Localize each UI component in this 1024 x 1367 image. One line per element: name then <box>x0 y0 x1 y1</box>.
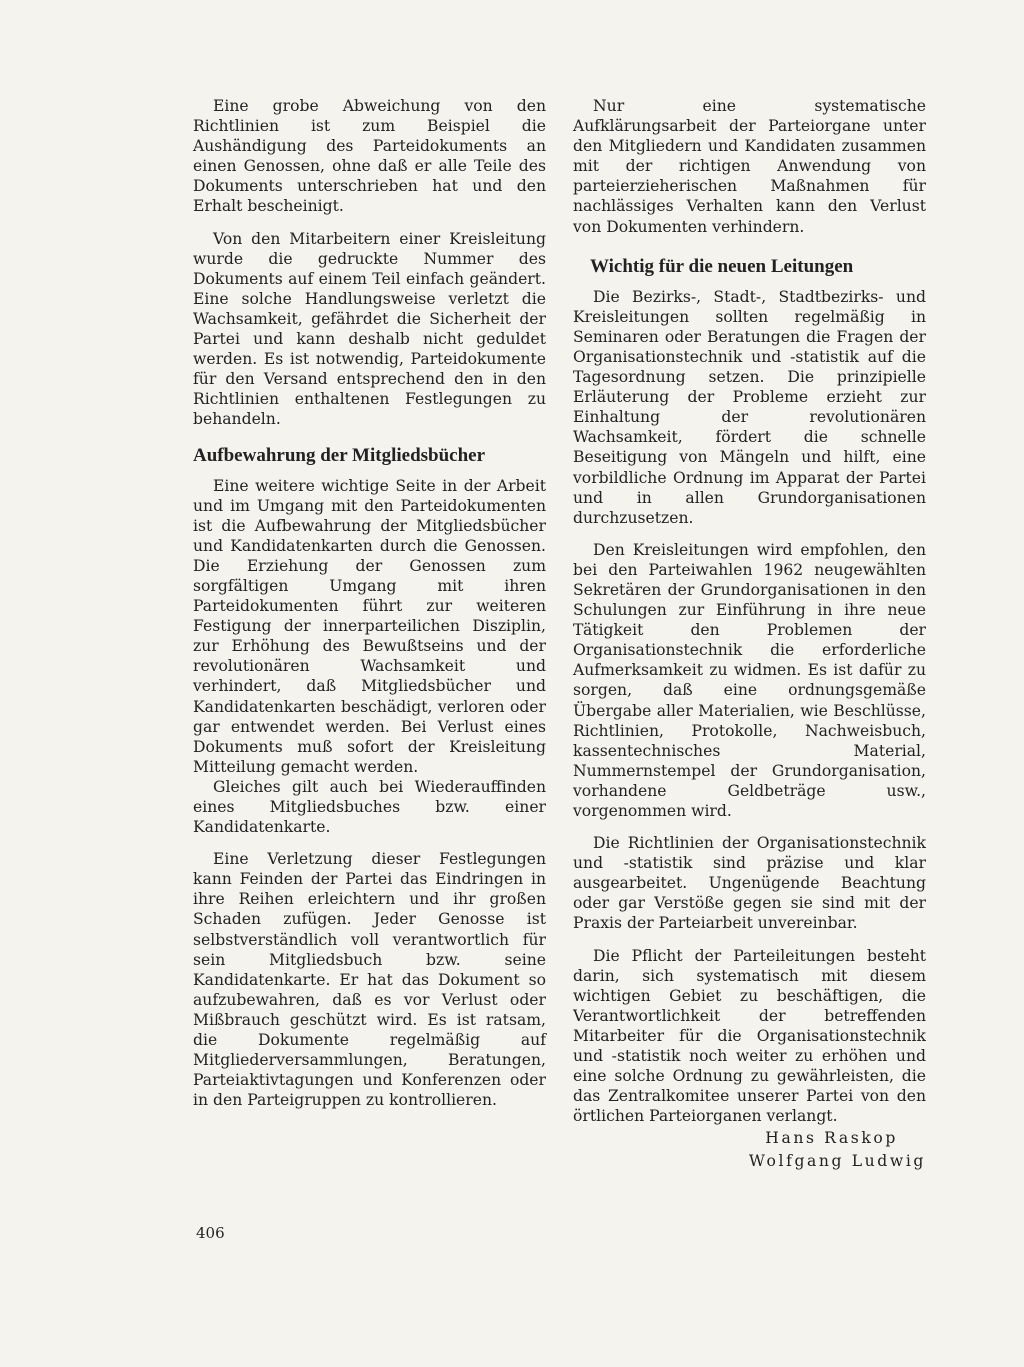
section-heading: Aufbewahrung der Mitgliedsbücher <box>193 444 486 466</box>
left-column <box>193 96 546 1122</box>
paragraph: Den Kreisleitungen wird empfohlen, den bei den Parteiwahlen 1962 neugewählten Sekretären der Grundorganisationen in den Schulungen zur Einführung in ihre neue Tätigkeit den Problemen der Organisationstechnik die erforderliche Aufmerksamkeit zu widmen. Es ist dafür zu sorgen, daß eine ordnungsgemäße Übergabe aller Materialien, wie Beschlüsse, Richtlinien, Protokolle, Nachweisbuch, kassentechnisches Material, Nummernstempel der Grundorganisation, vorhandene Geldbeträge usw., vorgenommen wird. <box>573 540 926 820</box>
right-column <box>573 96 926 1171</box>
paragraph: Nur eine systematische Aufklärungsarbeit der Parteiorgane unter den Mitgliedern und Kandidaten zusammen mit der richtigen Anwendung von parteierzieherischen Maßnahmen für nachlässiges Verhalten kann den Verlust von Dokumenten verhindern. <box>573 97 926 236</box>
paragraph: Die Pflicht der Parteileitungen besteht darin, sich systematisch mit diesem wichtigen Gebiet zu beschäftigen, die Verantwortlichkeit der betreffenden Mitarbeiter für die Organisationstechnik und -statistik noch weiter zu erhöhen und eine solche Ordnung zu gewährleisten, die das Zentralkomitee unserer Partei von den örtlichen Parteiorganen verlangt. <box>573 946 926 1126</box>
section-heading: Wichtig für die neuen Leitungen <box>590 255 854 277</box>
paragraph: Von den Mitarbeitern einer Kreisleitung wurde die gedruckte Nummer des Dokuments auf einem Teil einfach geändert. Eine solche Handlungsweise verletzt die Wachsamkeit, gefährdet die Sicherheit der Partei und kann deshalb nicht geduldet werden. Es ist notwendig, Parteidokumente für den Versand entsprechend den in den Richtlinien enthaltenen Festlegungen zu behandeln. <box>193 229 546 429</box>
paragraph: Eine weitere wichtige Seite in der Arbeit und im Umgang mit den Parteidokumenten ist die Aufbewahrung der Mitgliedsbücher und Kandidatenkarten durch die Genossen. Die Erziehung der Genossen zum sorgfältigen Umgang mit ihren Parteidokumenten führt zur weiteren Festigung der innerparteilichen Disziplin, zur Erhöhung des Bewußtseins und der revolutionären Wachsamkeit und verhindert, daß Mitgliedsbücher und Kandidatenkarten beschädigt, verloren oder gar entwendet werden. Bei Verlust eines Dokuments muß sofort der Kreisleitung Mitteilung gemacht werden. <box>193 476 546 776</box>
paragraph: Die Bezirks-, Stadt-, Stadtbezirks- und Kreisleitungen sollten regelmäßig in Seminaren oder Beratungen die Fragen der Organisationstechnik und -statistik auf die Tagesordnung setzen. Die prinzipielle Erläuterung der Probleme erzieht zur Einhaltung der revolutionären Wachsamkeit, fördert die schnelle Beseitigung von Mängeln und hilft, eine vorbildliche Ordnung im Apparat der Partei und in allen Grundorganisationen durchzusetzen. <box>573 287 926 527</box>
author-name: Wolfgang Ludwig <box>748 1151 926 1170</box>
page-number: 406 <box>196 1224 225 1242</box>
paragraph: Eine Verletzung dieser Festlegungen kann Feinden der Partei das Eindringen in ihre Reihen erleichtern und ihr großen Schaden zufügen. Jeder Genosse ist selbstverständlich voll verantwortlich für sein Mitgliedsbuch bzw. seine Kandidatenkarte. Er hat das Dokument so aufzubewahren, daß es vor Verlust oder Mißbrauch geschützt wird. Es ist ratsam, die Dokumente regelmäßig auf Mitgliederversammlungen, Beratungen, Parteiaktivtagungen und Konferenzen oder in den Parteigruppen zu kontrollieren. <box>193 850 546 1110</box>
paragraph: Gleiches gilt auch bei Wiederauffinden eines Mitgliedsbuches bzw. einer Kandidatenkarte. <box>193 777 546 837</box>
paragraph: Eine grobe Abweichung von den Richtlinien ist zum Beispiel die Aushändigung des Parteidokuments an einen Genossen, ohne daß er alle Teile des Dokuments unterschrieben hat und den Erhalt bescheinigt. <box>193 97 546 216</box>
paragraph: Die Richtlinien der Organisationstechnik und -statistik sind präzise und klar ausgearbeitet. Ungenügende Beachtung oder gar Verstöße gegen sie sind mit der Praxis der Parteiarbeit unvereinbar. <box>573 834 926 933</box>
author-name: Hans Raskop <box>765 1129 898 1148</box>
